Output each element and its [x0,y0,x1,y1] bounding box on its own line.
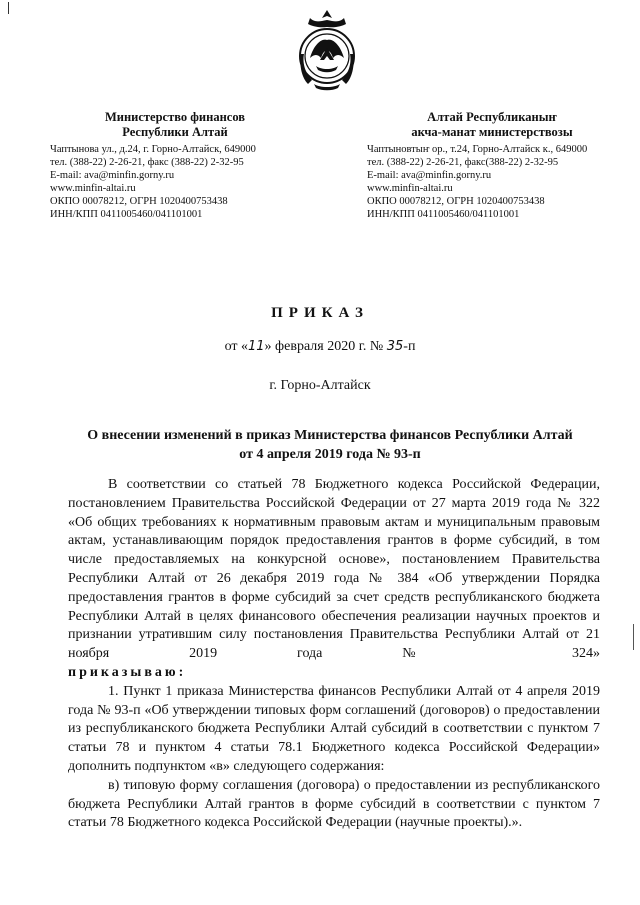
date-day-handwritten: 11 [248,339,265,354]
address-ru: Чаптынова ул., д.24, г. Горно-Алтайск, 649000 [50,144,256,155]
email-ru: E-mail: ava@minfin.gorny.ru [50,170,175,181]
orders-word: приказываю: [68,664,187,680]
ministry-title-ru-line1: Министерство финансов [104,110,246,124]
codes-alt: ОКПО 00078212, ОГРН 1020400753438 [367,196,545,207]
phones-ru: тел. (388-22) 2-26-21, факс (388-22) 2-32-95 [50,157,244,168]
preamble-paragraph: В соответствии со статьей 78 Бюджетного кодекса Российской Федерации, постановлением Правительства Российской Федерации от 27 марта 2019 года № 322 «Об общих требованиях к нормативным правовым актам и муниципальным правовым актам, устанавливающим порядок предоставления грантов в форме субсидий, в том числе предоставляемых на конкурсной основе», постановлением Правительства Республики Алтай от 26 декабря 2019 года № 384 «Об утверждении Порядка предоставления грантов в форме субсидий за счет средств республиканского бюджета Республики Алтай в целях финансового обеспечения реализации научных проектов и признании утратившим силу постановления Правительства Республики Алтай от 21 ноября 2019 года № 324» [68,477,600,662]
document-body [68,476,600,833]
subject-line1: О внесении изменений в приказ Министерства финансов Республики Алтай [87,428,573,443]
website-ru: www.minfin-altai.ru [50,183,136,194]
scan-edge-mark [633,624,634,650]
order-number-handwritten: 35 [386,339,404,354]
address-alt: Чаптыновтыҥ ор., т.24, Горно-Алтайск к., 649000 [367,144,588,155]
header-right [367,110,637,221]
subject-line2: от 4 апреля 2019 года № 93-п [239,447,421,462]
website-alt: www.minfin-altai.ru [367,183,453,194]
item-1-subitem-v: в) типовую форму соглашения (договора) о предоставлении из республиканского бюджета Республики Алтай грантов в форме субсидий в соответствии с пунктом 7 статьи 78 Бюджетного кодекса Российской Федерации (научные проекты).». [68,777,600,831]
codes-ru: ОКПО 00078212, ОГРН 1020400753438 [50,196,228,207]
inn-ru: ИНН/КПП 0411005460/041101001 [50,209,203,220]
date-middle: » февраля 2020 г. № [264,339,387,354]
item-1-paragraph: 1. Пункт 1 приказа Министерства финансов Республики Алтай от 4 апреля 2019 года № 93-п «Об утверждении типовых форм соглашений (договоров) о предоставлении из республиканского бюджета Республики Алтай субсидий в соответствии с пунктом 7 статьи 78 и пунктом 4 статьи 78.1 Бюджетного кодекса Российской Федерации» дополнить подпунктом «в» следующего содержания: [68,683,600,774]
header-left [50,110,320,221]
subject-heading [60,426,600,464]
phones-alt: тел. (388-22) 2-26-21, факс(388-22) 2-32-95 [367,157,559,168]
order-number-suffix: -п [403,339,416,354]
ministry-title-alt-line1: Алтай Республиканыҥ [427,110,557,124]
ministry-title-ru-line2: Республики Алтай [122,125,228,139]
document-type-title: ПРИКАЗ [271,305,369,321]
email-alt: E-mail: ava@minfin.gorny.ru [367,170,492,181]
ministry-title-alt-line2: акча-манат министерствозы [411,125,573,139]
scan-mark [8,2,9,14]
inn-alt: ИНН/КПП 0411005460/041101001 [367,209,520,220]
city-line: г. Горно-Алтайск [269,378,371,393]
altai-republic-coat-of-arms-icon [296,8,358,94]
order-date-line [0,339,640,355]
date-prefix: от « [224,339,248,354]
